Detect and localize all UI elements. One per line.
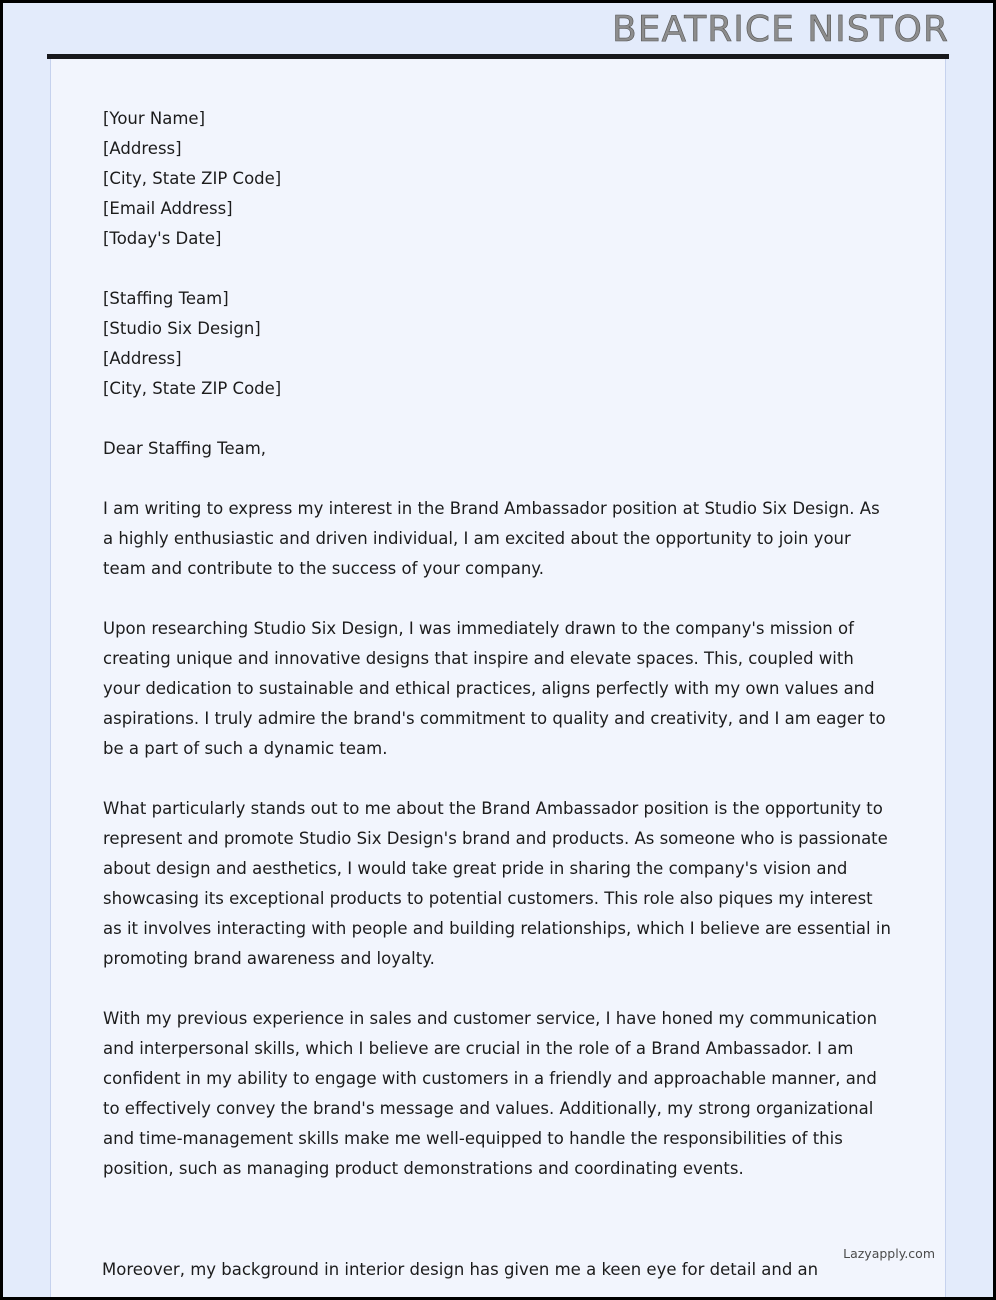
document-header: [3, 3, 993, 55]
letter-paragraph: Upon researching Studio Six Design, I was immediately drawn to the company's mission of creating unique and innovative designs that inspire and elevate spaces. This, coupled with your dedication to sustainable and ethical practices, aligns perfectly with my own values and aspirations. I truly admire the brand's commitment to quality and creativity, and I am eager to be a part of such a dynamic team.: [103, 619, 886, 758]
letter-paragraph-truncated: [102, 1255, 946, 1297]
recipient-line: [City, State ZIP Code]: [103, 379, 282, 398]
sender-address-block: [103, 104, 893, 254]
recipient-line: [Address]: [103, 349, 182, 368]
cover-letter-body: [50, 59, 946, 1297]
sender-line: [Your Name]: [103, 109, 206, 128]
salutation: Dear Staffing Team,: [103, 439, 267, 458]
recipient-line: [Staffing Team]: [103, 289, 229, 308]
page-title: BEATRICE NISTOR: [612, 8, 949, 50]
recipient-address-block: [103, 284, 893, 404]
sender-line: [City, State ZIP Code]: [103, 169, 282, 188]
recipient-line: [Studio Six Design]: [103, 319, 261, 338]
sender-line: [Email Address]: [103, 199, 233, 218]
letter-paragraph-truncated-text: Moreover, my background in interior design has given me a keen eye for detail and an: [102, 1260, 819, 1279]
sender-line: [Today's Date]: [103, 229, 222, 248]
watermark-label: Lazyapply.com: [843, 1246, 935, 1261]
letter-paragraph: With my previous experience in sales and customer service, I have honed my communication and interpersonal skills, which I believe are crucial in the role of a Brand Ambassador. I am confident in my ability to engage with customers in a friendly and approachable manner, and to effectively convey the brand's message and values. Additionally, my strong organizational and time-management skills make me well-equipped to handle the responsibilities of this position, such as managing product demonstrations and coordinating events.: [103, 1009, 878, 1178]
sender-line: [Address]: [103, 139, 182, 158]
letter-paragraph: I am writing to express my interest in the Brand Ambassador position at Studio Six Design. As a highly enthusiastic and driven individual, I am excited about the opportunity to join your team and contribute to the success of your company.: [103, 499, 880, 578]
letter-paragraph: What particularly stands out to me about the Brand Ambassador position is the opportunity to represent and promote Studio Six Design's brand and products. As someone who is passionate about design and aesthetics, I would take great pride in sharing the company's vision and showcasing its exceptional products to potential customers. This role also piques my interest as it involves interacting with people and building relationships, which I believe are essential in promoting brand awareness and loyalty.: [103, 799, 891, 968]
